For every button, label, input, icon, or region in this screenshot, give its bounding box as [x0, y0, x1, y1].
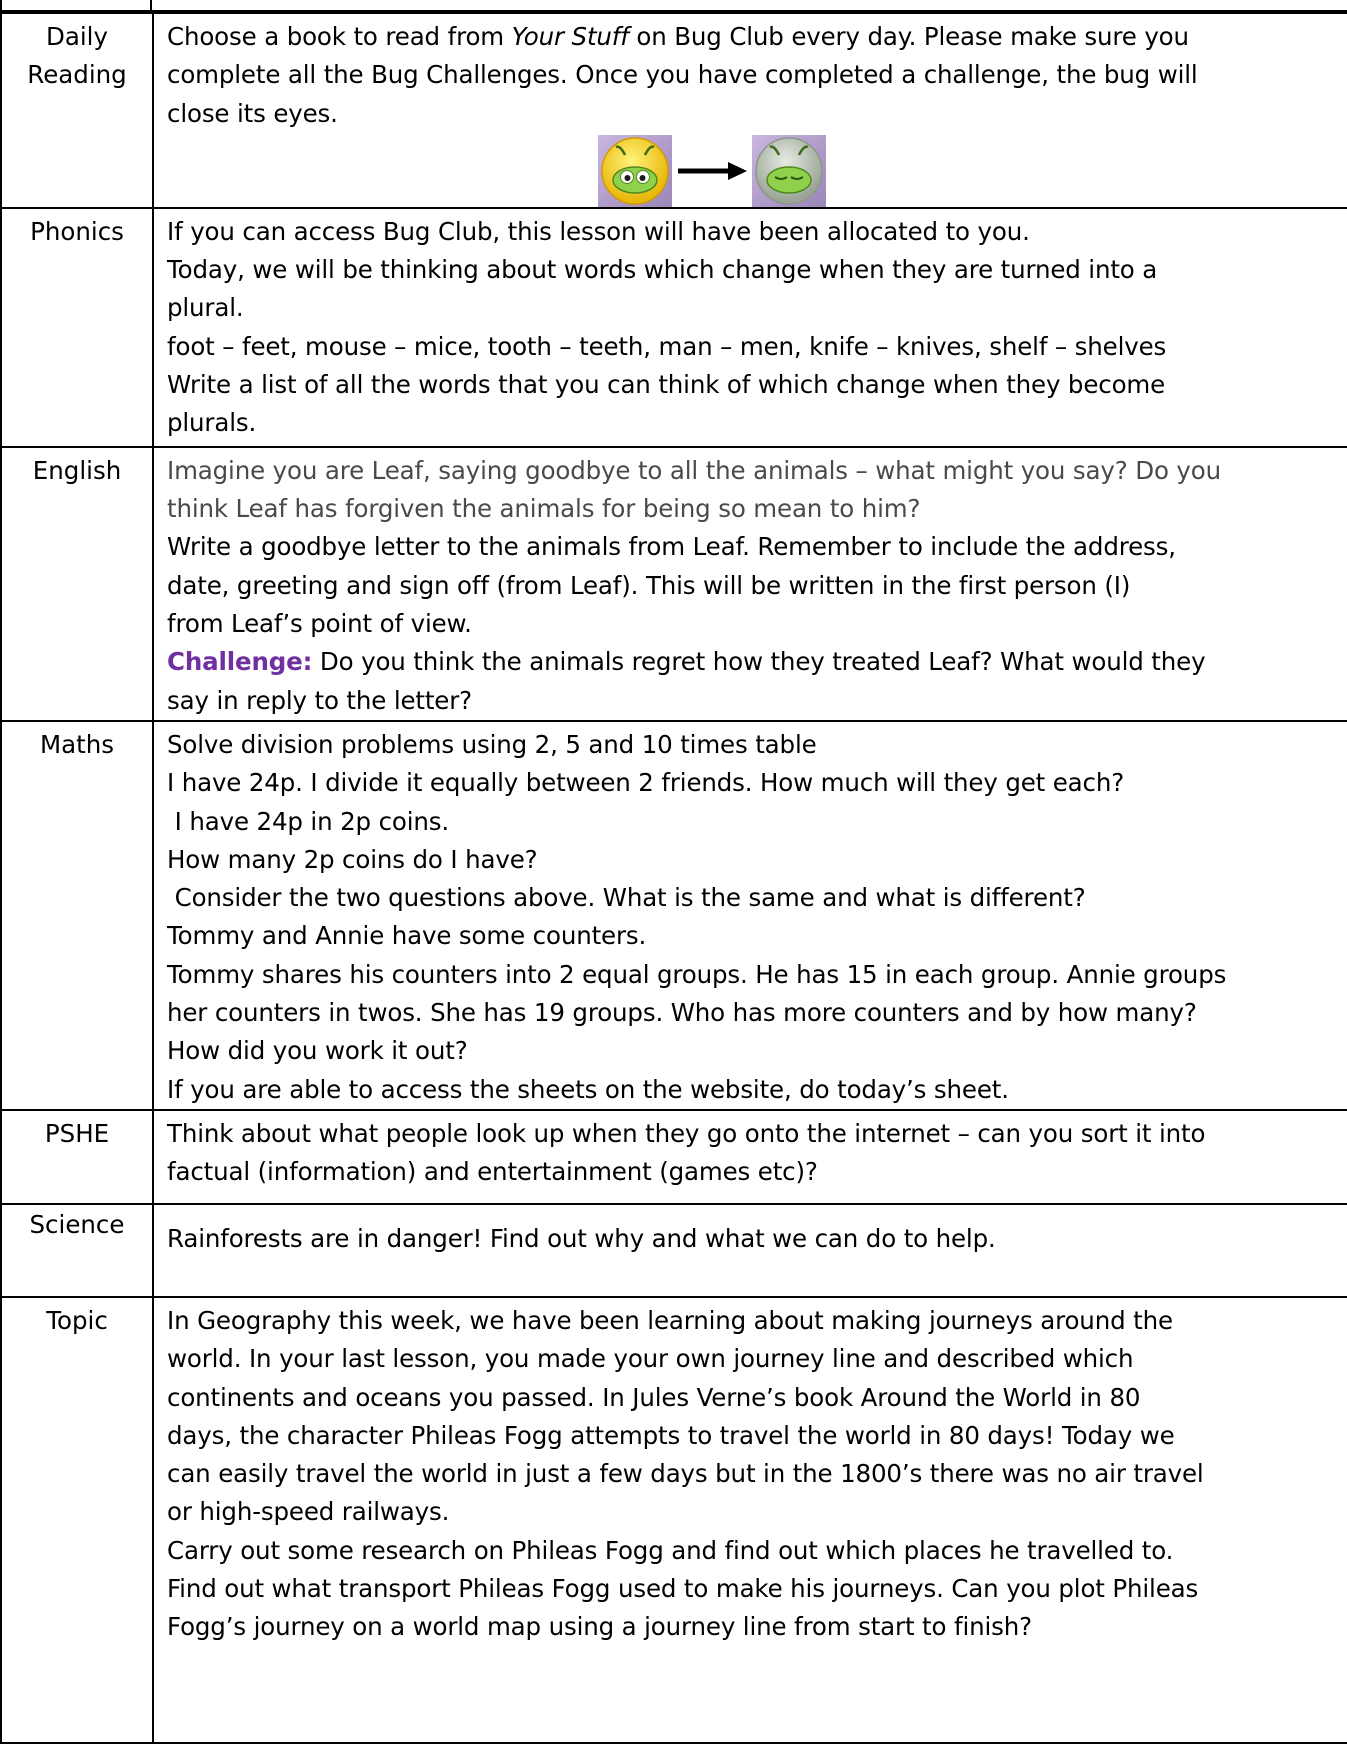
- content-line: Rainforests are in danger! Find out why and what we can do to help.: [167, 1223, 996, 1253]
- content-line: If you are able to access the sheets on the website, do today’s sheet.: [167, 1074, 1009, 1104]
- content-line: Today, we will be thinking about words which change when they are turned into a: [167, 255, 1158, 285]
- content-line: Imagine you are Leaf, saying goodbye to all the animals – what might you say? Do you: [167, 455, 1221, 485]
- content-line: close its eyes.: [167, 98, 338, 128]
- bug-eyes-closed-icon: [752, 135, 826, 207]
- subject-label: Reading: [27, 60, 127, 90]
- content-line: Solve division problems using 2, 5 and 10 times table: [167, 729, 817, 759]
- content-line: Fogg’s journey on a world map using a journey line from start to finish?: [167, 1612, 1033, 1642]
- table-row-pshe: [1, 1110, 1347, 1204]
- content-line: Carry out some research on Phileas Fogg and find out which places he travelled to.: [167, 1535, 1174, 1565]
- content-line: factual (information) and entertainment (games etc)?: [167, 1157, 818, 1187]
- content-line: plural.: [167, 293, 244, 323]
- content-line: I have 24p in 2p coins.: [167, 806, 450, 836]
- right-arrow-icon: [676, 161, 748, 181]
- text-segment: on Bug Club every day. Please make sure you: [628, 22, 1189, 51]
- content-cell: [153, 1110, 1347, 1204]
- challenge-text: Do you think the animals regret how they treated Leaf? What would they: [312, 647, 1206, 677]
- content-cell: [153, 721, 1347, 1110]
- subject-cell: [1, 208, 153, 447]
- content-line: Write a list of all the words that you can think of which change when they become: [167, 370, 1166, 400]
- subject-label: Daily: [46, 22, 108, 51]
- content-line: or high-speed railways.: [167, 1497, 450, 1527]
- content-line: can easily travel the world in just a few days but in the 1800’s there was no air travel: [167, 1459, 1204, 1489]
- content-line: I have 24p. I divide it equally between 2 friends. How much will they get each?: [167, 768, 1125, 798]
- subject-cell: [1, 1110, 153, 1204]
- content-line: world. In your last lesson, you made your own journey line and described which: [167, 1344, 1134, 1374]
- table-row-daily-reading: [1, 13, 1347, 208]
- content-line: continents and oceans you passed. In Jules Verne’s book Around the World in 80: [167, 1382, 1141, 1412]
- bug-challenge-illustration: [167, 135, 1347, 207]
- content-line: complete all the Bug Challenges. Once you have completed a challenge, the bug will: [167, 60, 1198, 90]
- table-row-english: [1, 447, 1347, 721]
- content-line: Tommy shares his counters into 2 equal groups. He has 15 in each group. Annie groups: [167, 959, 1227, 989]
- content-line: think Leaf has forgiven the animals for being so mean to him?: [167, 494, 921, 524]
- table-row-science: [1, 1204, 1347, 1297]
- content-cell: [153, 208, 1347, 447]
- lesson-plan-table: [0, 12, 1347, 1744]
- content-line: foot – feet, mouse – mice, tooth – teeth, man – men, knife – knives, shelf – shelves: [167, 331, 1167, 361]
- table-row-maths: [1, 721, 1347, 1110]
- content-line: Write a goodbye letter to the animals from Leaf. Remember to include the address,: [167, 532, 1176, 562]
- emphasis-text: Your Stuff: [511, 22, 629, 51]
- content-line: say in reply to the letter?: [167, 685, 473, 715]
- content-line: Tommy and Annie have some counters.: [167, 921, 647, 951]
- subject-label: Science: [29, 1209, 125, 1239]
- subject-label: Maths: [39, 729, 115, 759]
- content-line: her counters in twos. She has 19 groups. Who has more counters and by how many?: [167, 998, 1197, 1028]
- subject-cell: [1, 13, 153, 208]
- content-cell: [153, 447, 1347, 721]
- content-line: How did you work it out?: [167, 1036, 468, 1066]
- content-line: How many 2p coins do I have?: [167, 844, 538, 874]
- subject-label: Phonics: [30, 216, 124, 246]
- content-cell: [153, 13, 1347, 208]
- content-line: plurals.: [167, 408, 257, 438]
- content-line: Think about what people look up when they go onto the internet – can you sort it into: [167, 1118, 1206, 1148]
- content-cell: [153, 1204, 1347, 1297]
- content-line: In Geography this week, we have been learning about making journeys around the: [167, 1305, 1173, 1335]
- content-line: Consider the two questions above. What is the same and what is different?: [167, 883, 1086, 913]
- content-cell: [153, 1297, 1347, 1743]
- content-line: days, the character Phileas Fogg attempts to travel the world in 80 days! Today we: [167, 1420, 1175, 1450]
- table-row-topic: [1, 1297, 1347, 1743]
- content-line: [167, 18, 1347, 56]
- content-line: from Leaf’s point of view.: [167, 609, 472, 639]
- subject-label: Topic: [46, 1305, 108, 1335]
- subject-label: English: [32, 455, 122, 485]
- content-line: date, greeting and sign off (from Leaf). This will be written in the first person (I): [167, 570, 1131, 600]
- subject-label: PSHE: [44, 1118, 110, 1148]
- subject-cell: [1, 1297, 153, 1743]
- table-row-phonics: [1, 208, 1347, 447]
- subject-cell: [1, 447, 153, 721]
- subject-cell: [1, 1204, 153, 1297]
- subject-cell: [1, 721, 153, 1110]
- content-line: [167, 643, 1347, 681]
- table-top-strip: [0, 0, 1347, 12]
- content-line: If you can access Bug Club, this lesson will have been allocated to you.: [167, 216, 1030, 246]
- bug-eyes-open-icon: [598, 135, 672, 207]
- text-segment: Choose a book to read from: [167, 22, 512, 51]
- challenge-label: Challenge:: [167, 647, 313, 677]
- content-line: Find out what transport Phileas Fogg used to make his journeys. Can you plot Phileas: [167, 1574, 1199, 1604]
